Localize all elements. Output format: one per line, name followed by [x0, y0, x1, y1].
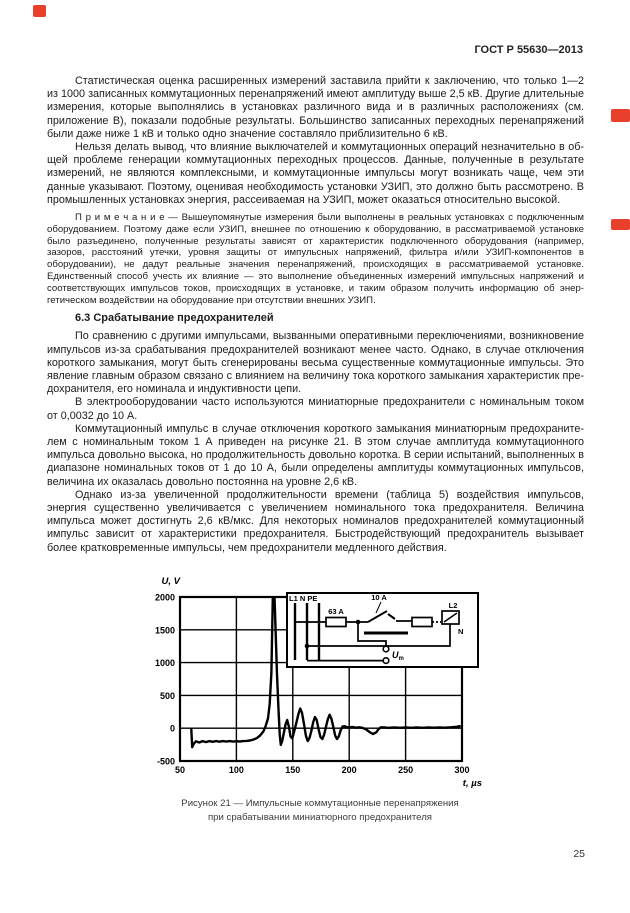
paragraph-fuse-intro: По сравнению с другими импульсами, вызванными оперативными переключениями, возникновение импульсов из-за срабатывания предохранителей возникают менее часто. Однако, в случае отключения короткого замыкания, могут быть сгенерированы весьма существенные коммутационные импульсы. Это явление главным образом связано с влиянием на величину тока короткого замыкания характеристик предохранителя, его номинала и индуктивности цепи. — [47, 330, 584, 396]
svg-text:-500: -500 — [156, 756, 175, 767]
svg-text:Um: $U_m$ — [392, 650, 404, 662]
svg-text:1500: 1500 — [154, 625, 175, 636]
svg-text:150: 150 — [285, 765, 301, 775]
paragraph-miniature-fuses: В электрооборудовании часто используются миниатюрные предохранители с номинальным током от 0,0032 до 10 А. — [47, 396, 584, 422]
figure-21 — [140, 570, 500, 824]
red-marker-top-left — [33, 5, 46, 17]
paragraph-statistics: Статистическая оценка расширенных измерений заставила прийти к заключению, что только 1—2 из 1000 записанных коммутационных перенапряжений имеют амплитуду выше 2,5 кВ. Другие длительные измерения, которые выполнялись в установках различного вида и в различных расположениях (см. приложение В), показали подобные результаты. Большинство записанных переходных перенапряжений были даже ниже 1 кВ и только одно значение составляло приблизительно 6 кВ. — [47, 75, 584, 140]
figure-caption-line2: при срабатывании миниатюрного предохранителя — [207, 811, 432, 823]
svg-text:L2: L2 — [448, 601, 458, 610]
svg-text:2000: 2000 — [154, 592, 175, 603]
svg-text:100: 100 — [228, 765, 244, 775]
svg-text:N: N — [458, 627, 464, 636]
svg-text:500: 500 — [159, 690, 175, 701]
body-text — [47, 75, 584, 555]
svg-text:300: 300 — [454, 765, 470, 775]
red-marker-right-2 — [611, 219, 630, 230]
section-heading-6-3: 6.3 Срабатывание предохранителей — [75, 312, 274, 325]
svg-text:U, V: U, V — [161, 576, 180, 587]
page-number: 25 — [573, 848, 585, 860]
paragraph-impulse-amplitude: Коммутационный импульс в случае отключения короткого замыкания миниатюрным предохранителем с номинальным током 1 А приведен на рисунке 21. В этом случае амплитуда коммутационного импульса довольно высока, но продолжительность довольно коротка. В серии испытаний, выполненных в диапазоне номинальных токов от 1 до 10 А, были определены амплитуды коммутационных импульсов, величина их оказалась довольно постоянна на уровне 2,6 кВ. — [47, 422, 584, 488]
svg-text:50: 50 — [174, 765, 186, 775]
paragraph-impulse-energy: Однако из-за увеличенной продолжительности времени (таблица 5) воздействия импульсов, энергия существенно увеличивается с увеличением номинального тока предохранителя. Величина импульса может достигнуть 2,6 кВ/мкс. Для некоторых номиналов предохранителей коммутационный импульс зависит от характеристики предохранителя. Быстродействующий предохранитель вызывает более кратковременные импульсы, чем предохранители медленного действия. — [47, 488, 584, 554]
svg-text:200: 200 — [341, 765, 357, 775]
paragraph-conclusion: Нельзя делать вывод, что влияние выключателей и коммутационных операций незначительно в общей проблеме генерации коммутационных переходных процессов. Данные, полученные в результате измерений, не являются комплексными, и коммутационные импульсы могут возникать чаще, чем эти данные указывают. Поэтому, оценивая необходимость установки УЗИП, это должно быть рассмотрено. В промышленных установках энергия, рассеиваемая на УЗИП, может оказаться относительно высокой. — [47, 141, 584, 206]
overvoltage-chart — [140, 570, 500, 795]
svg-text:10 A: 10 A — [371, 593, 387, 602]
note-paragraph: П р и м е ч а н и е — Вышеупомянутые измерения были выполнены в реальных установках с подключенным оборудованием. Поэтому даже если УЗИП, внешнее по отношению к оборудованию, в рассматриваемой установке было разъединено, полученные результаты зависят от характеристик подключенного оборудования (например, зазоров, расстояний утечки, уровня защиты от импульсных напряжений, фильтра и/или УЗИП-компонентов в оборудовании), не дадут реальные значения перенапряжений, происходящих в рассматриваемой установке. Единственный способ учесть их влияние — это выполнение объединенных измерений импульсных напряжений и соответствующих импульсов токов, происходящих в установке, и таким образом получить информацию об энергетическом воздействии на оборудование при отсутствии внешних УЗИП. — [47, 212, 584, 306]
svg-text:250: 250 — [398, 765, 414, 775]
inset-circuit — [287, 593, 478, 667]
svg-text:t, µs: t, µs — [462, 778, 482, 789]
red-marker-right-1 — [611, 109, 630, 122]
figure-caption — [140, 797, 500, 824]
document-number-header: ГОСТ Р 55630—2013 — [474, 44, 583, 56]
svg-text:1000: 1000 — [154, 658, 175, 669]
svg-text:0: 0 — [169, 723, 175, 734]
figure-caption-line1: Рисунок 21 — Импульсные коммутационные перенапряжения — [181, 798, 459, 809]
svg-text:63 A: 63 A — [328, 607, 344, 616]
svg-text:L1 N PE: L1 N PE — [289, 594, 318, 603]
